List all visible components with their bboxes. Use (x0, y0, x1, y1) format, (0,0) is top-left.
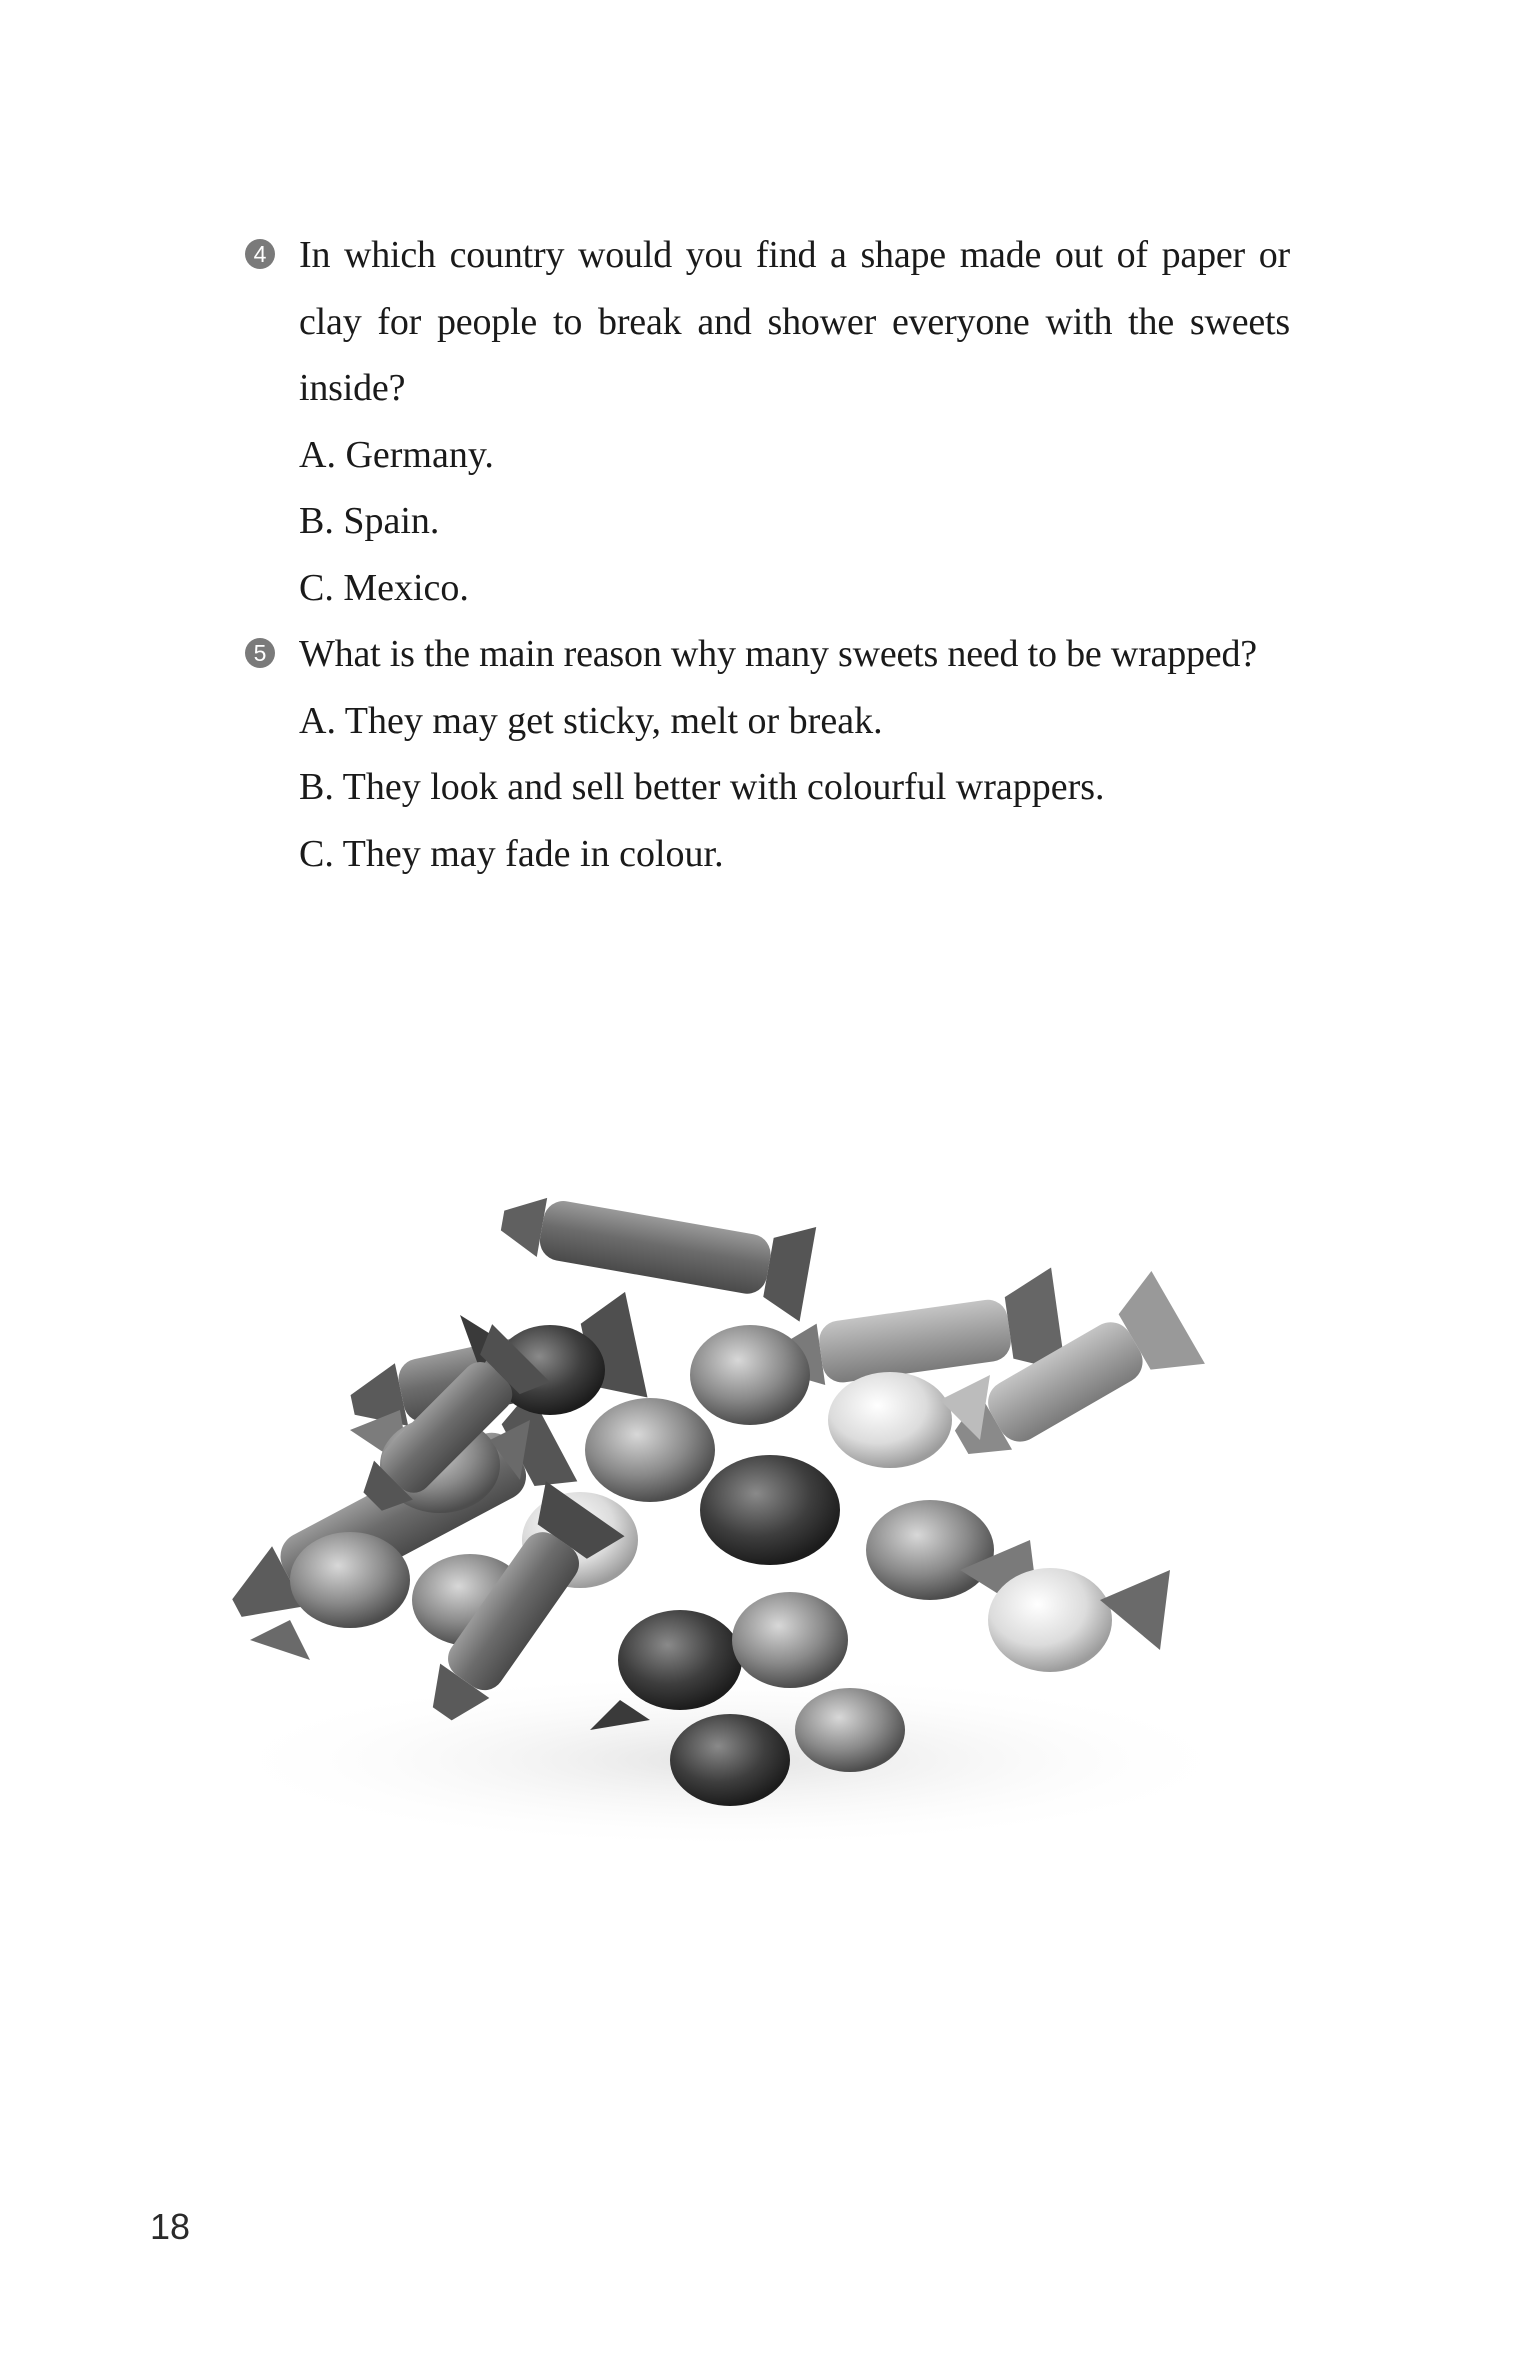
answer-option-c: C. They may fade in colour. (299, 832, 724, 875)
candy-drop (866, 1500, 994, 1600)
question-number-badge: 4 (245, 239, 275, 269)
candy-drop (795, 1688, 905, 1772)
question-text: In which country would you find a shape made out of paper or clay for people to break and shower everyone with the sweets inside? (299, 234, 1290, 409)
candy-drop (732, 1592, 848, 1688)
wrapped-sweets-photo (170, 1120, 1300, 1880)
question-number-badge: 5 (245, 638, 275, 668)
question-4 (245, 222, 1290, 621)
answer-option-a: A. They may get sticky, melt or break. (299, 699, 883, 742)
candy-drop (670, 1714, 790, 1806)
answer-option-b: B. Spain. (299, 500, 440, 542)
question-5 (245, 621, 1290, 887)
question-text: What is the main reason why many sweets need to be wrapped? (299, 633, 1257, 675)
candy-barrel (494, 1173, 816, 1321)
candy-drop (690, 1325, 810, 1425)
answer-option-c: C. Mexico. (299, 566, 469, 609)
answer-options (299, 688, 1290, 888)
question-list (245, 222, 1290, 887)
answer-option-a: A. Germany. (299, 433, 494, 476)
answer-options (299, 422, 1290, 622)
candy-drop (828, 1372, 990, 1468)
answer-option-b: B. They look and sell better with colourful wrappers. (299, 766, 1105, 808)
candy-drop (585, 1398, 715, 1502)
candy-drop (960, 1540, 1170, 1672)
candy-drop (700, 1455, 840, 1565)
page-number: 18 (150, 2206, 191, 2247)
